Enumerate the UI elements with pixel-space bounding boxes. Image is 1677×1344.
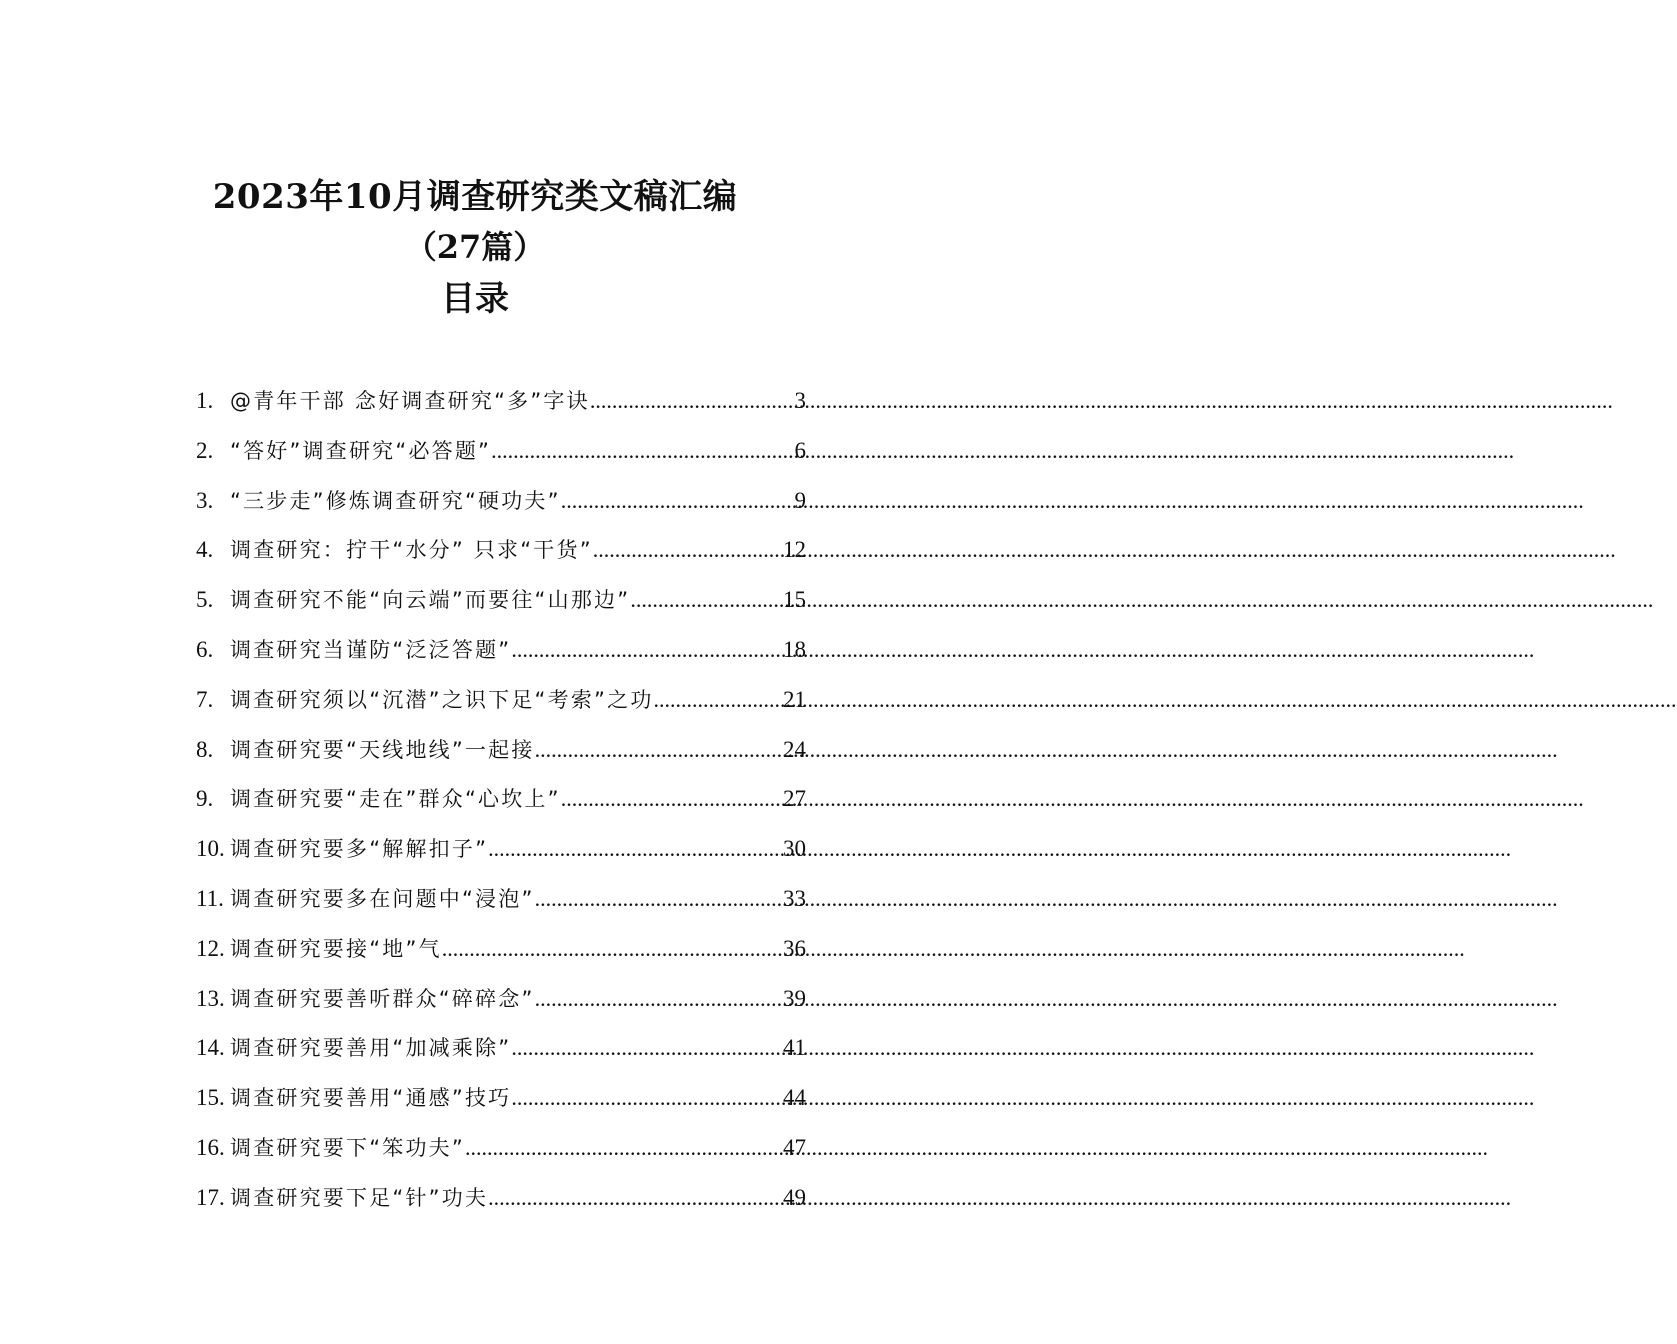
- toc-entry-title[interactable]: 调查研究要下足“针”功夫: [230, 1185, 489, 1210]
- toc-entry-number: 15.: [196, 1085, 225, 1111]
- toc-dot-leader: [511, 1073, 783, 1123]
- toc-entry-title[interactable]: @青年干部 念好调查研究“多”字诀: [230, 389, 590, 413]
- toc-entry-page-number: 21: [783, 686, 806, 712]
- toc-entry-page-number: 33: [783, 885, 806, 911]
- toc-dot-leader: [535, 974, 783, 1024]
- toc-entry-number: 1.: [196, 388, 214, 413]
- toc-dot-leader: [491, 426, 794, 476]
- toc-entry-title[interactable]: 调查研究要善用“通感”技巧: [230, 1086, 512, 1111]
- toc-entry[interactable]: [196, 725, 806, 775]
- toc-entry-page-number: 36: [783, 935, 806, 961]
- toc-entry-number: 3.: [196, 487, 214, 513]
- toc-entry-number: 14.: [196, 1035, 225, 1061]
- toc-dot-leader: [488, 1173, 783, 1223]
- toc-entry-title[interactable]: “答好”调查研究“必答题”: [230, 438, 492, 463]
- toc-entry-title[interactable]: 调查研究当谨防“泛泛答题”: [230, 637, 512, 662]
- toc-entry-title[interactable]: 调查研究须以“沉潜”之识下足“考索”之功: [230, 687, 654, 712]
- toc-entry[interactable]: [196, 625, 806, 675]
- toc-entry-number: 8.: [196, 736, 214, 762]
- toc-entry-title[interactable]: 调查研究要多在问题中“浸泡”: [230, 886, 535, 911]
- toc-entry-number: 7.: [196, 686, 214, 712]
- toc-entry-page-number: 47: [783, 1134, 806, 1160]
- document-title: 2023年10月调查研究类文稿汇编: [212, 177, 738, 217]
- toc-entry[interactable]: [196, 426, 806, 476]
- toc-entry-number: 4.: [196, 537, 214, 563]
- table-of-contents: [196, 376, 806, 1223]
- toc-dot-leader: [465, 1123, 783, 1173]
- toc-entry-title[interactable]: 调查研究：拧干“水分” 只求“干货”: [230, 538, 593, 563]
- document-subtitle: （27篇）: [404, 228, 546, 266]
- toc-dot-leader: [561, 476, 795, 526]
- toc-entry[interactable]: [196, 525, 806, 575]
- toc-dot-leader: [654, 675, 783, 725]
- toc-entry[interactable]: [196, 774, 806, 824]
- toc-entry-page-number: 49: [783, 1184, 806, 1210]
- toc-entry-title[interactable]: 调查研究要接“地”气: [230, 936, 442, 961]
- toc-entry-title[interactable]: 调查研究要下“笨功夫”: [230, 1135, 465, 1160]
- toc-entry-number: 2.: [196, 437, 214, 463]
- toc-entry[interactable]: [196, 1023, 806, 1073]
- toc-entry[interactable]: [196, 675, 806, 725]
- toc-entry[interactable]: [196, 974, 806, 1024]
- toc-entry-number: 12.: [196, 935, 225, 961]
- toc-dot-leader: [630, 575, 783, 625]
- toc-entry[interactable]: [196, 376, 806, 426]
- toc-entry-number: 6.: [196, 636, 214, 662]
- toc-dot-leader: [511, 1023, 783, 1073]
- toc-entry-page-number: 30: [783, 836, 806, 862]
- toc-entry-number: 16.: [196, 1134, 225, 1160]
- toc-entry[interactable]: [196, 1173, 806, 1223]
- toc-entry[interactable]: [196, 476, 806, 526]
- toc-entry-page-number: 44: [783, 1085, 806, 1111]
- toc-entry[interactable]: [196, 874, 806, 924]
- toc-dot-leader: [590, 376, 795, 426]
- toc-entry-title[interactable]: 调查研究要多“解解扣子”: [230, 837, 489, 862]
- toc-entry[interactable]: [196, 1123, 806, 1173]
- toc-entry-number: 17.: [196, 1184, 225, 1210]
- toc-heading: 目录: [441, 279, 509, 319]
- toc-entry-number: 11.: [196, 885, 224, 911]
- toc-entry-page-number: 12: [783, 537, 806, 563]
- title-block: [0, 172, 950, 326]
- toc-entry-page-number: 24: [783, 736, 806, 762]
- toc-entry-page-number: 27: [783, 786, 806, 812]
- toc-entry-number: 5.: [196, 587, 214, 613]
- toc-entry[interactable]: [196, 575, 806, 625]
- toc-entry-title[interactable]: 调查研究要“天线地线”一起接: [230, 737, 535, 762]
- toc-entry[interactable]: [196, 824, 806, 874]
- toc-dot-leader: [511, 625, 783, 675]
- toc-dot-leader: [593, 525, 783, 575]
- toc-entry-page-number: 9: [794, 487, 806, 513]
- toc-entry-page-number: 41: [783, 1035, 806, 1061]
- toc-entry-page-number: 39: [783, 985, 806, 1011]
- toc-dot-leader: [442, 924, 783, 974]
- toc-dot-leader: [561, 774, 783, 824]
- toc-entry-page-number: 6: [794, 437, 806, 463]
- toc-dot-leader: [535, 725, 783, 775]
- toc-entry-title[interactable]: 调查研究要善用“加减乘除”: [230, 1036, 512, 1061]
- toc-entry[interactable]: [196, 1073, 806, 1123]
- toc-entry[interactable]: [196, 924, 806, 974]
- toc-dot-leader: [535, 874, 783, 924]
- toc-entry-title[interactable]: 调查研究要善听群众“碎碎念”: [230, 986, 535, 1011]
- toc-entry-number: 13.: [196, 985, 225, 1011]
- toc-entry-page-number: 18: [783, 636, 806, 662]
- toc-entry-number: 10.: [196, 836, 225, 862]
- toc-entry-page-number: 15: [783, 587, 806, 613]
- toc-entry-title[interactable]: 调查研究要“走在”群众“心坎上”: [230, 787, 561, 812]
- toc-entry-title[interactable]: 调查研究不能“向云端”而要往“山那边”: [230, 588, 631, 613]
- toc-entry-number: 9.: [196, 786, 214, 812]
- toc-entry-page-number: 3: [794, 388, 806, 413]
- toc-dot-leader: [488, 824, 783, 874]
- toc-entry-title[interactable]: “三步走”修炼调查研究“硬功夫”: [230, 488, 561, 513]
